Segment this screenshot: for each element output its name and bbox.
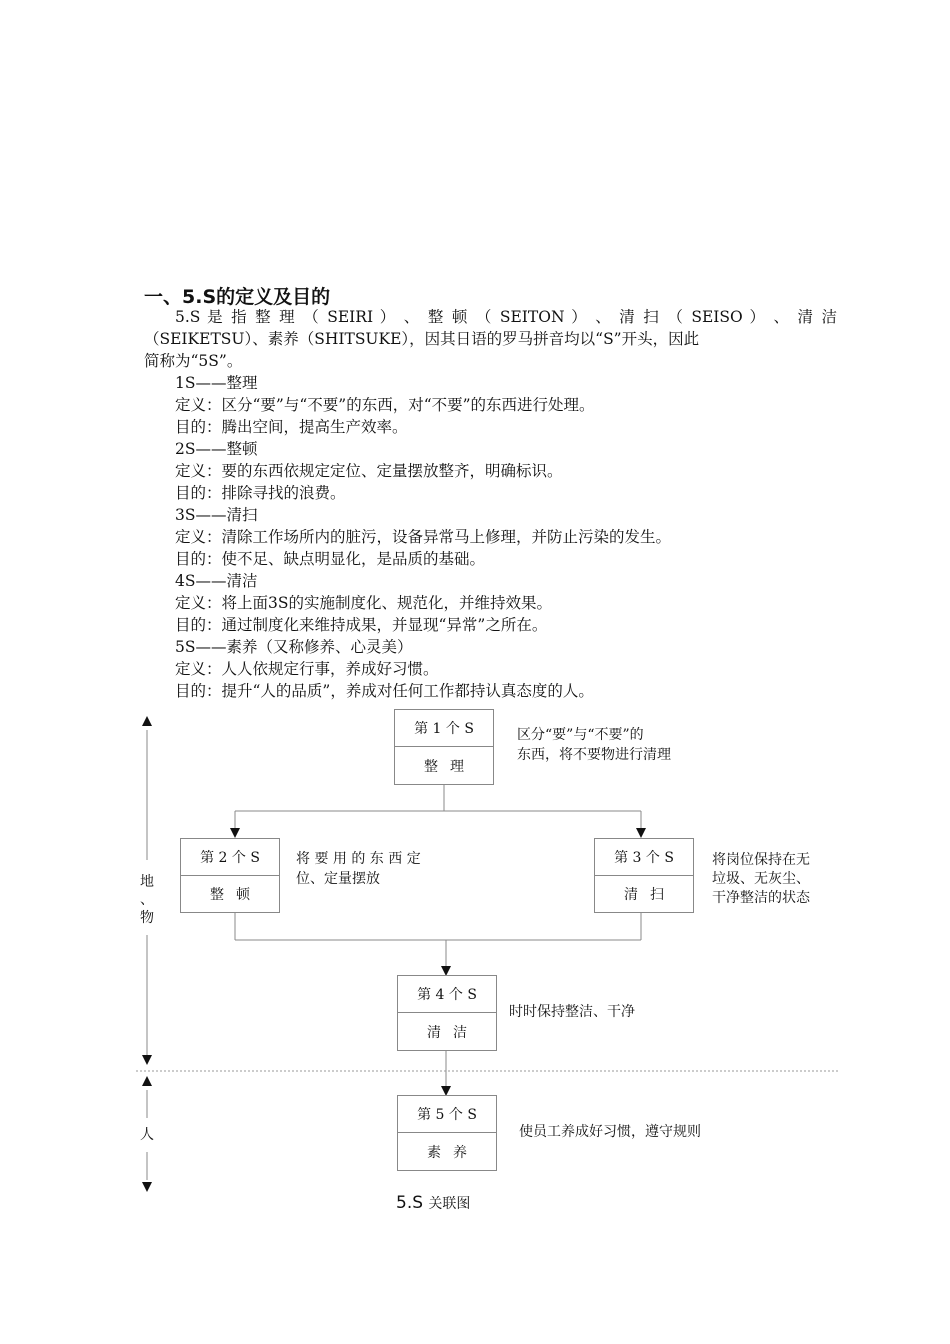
item-4-aim: 目的：通过制度化来维持成果，并显现“异常”之所在。 xyxy=(175,616,548,634)
box-s3-index: 第 3 个 S xyxy=(595,839,693,876)
box-s5-index: 第 5 个 S xyxy=(398,1096,496,1133)
item-1-aim: 目的：腾出空间，提高生产效率。 xyxy=(175,418,408,436)
note-s5: 使员工养成好习惯，遵守规则 xyxy=(519,1124,701,1140)
box-s3-name: 清扫 xyxy=(624,886,676,903)
side-arrow-mid-down xyxy=(142,1055,152,1065)
note-s2 xyxy=(296,849,421,889)
intro-line-3: 简称为“5S”。 xyxy=(144,352,243,370)
item-5-definition: 定义：人人依规定行事，养成好习惯。 xyxy=(175,660,439,678)
item-2-definition: 定义：要的东西依规定定位、定量摆放整齐，明确标识。 xyxy=(175,462,563,480)
note-s1-line-2: 东西，将不要物进行清理 xyxy=(517,747,671,763)
note-s3-line-2: 垃圾、无灰尘、 xyxy=(712,871,810,887)
item-3-name: 3S——清扫 xyxy=(175,506,258,524)
box-s2 xyxy=(180,838,280,913)
item-3-definition: 定义：清除工作场所内的脏污，设备异常马上修理，并防止污染的发生。 xyxy=(175,528,672,546)
item-2-name: 2S——整顿 xyxy=(175,440,258,458)
box-s1 xyxy=(394,709,494,785)
section-heading: 一、5.S的定义及目的 xyxy=(144,286,331,308)
box-s1-name: 整理 xyxy=(424,758,476,775)
item-3-aim: 目的：使不足、缺点明显化，是品质的基础。 xyxy=(175,550,486,568)
side-label-person: 人 xyxy=(137,1126,157,1144)
item-4-definition: 定义：将上面3S的实施制度化、规范化，并维持效果。 xyxy=(175,594,552,612)
box-s5-name: 素养 xyxy=(427,1144,479,1161)
diagram-caption xyxy=(396,1193,470,1213)
side-arrow-top-up xyxy=(142,716,152,726)
side-label-place xyxy=(137,873,157,927)
side-label-place-1: 地 xyxy=(140,874,154,890)
box-s5 xyxy=(397,1095,497,1171)
side-label-place-2: 、 xyxy=(140,892,154,908)
arrowhead-to-2 xyxy=(230,828,240,838)
note-s1-line-1: 区分“要”与“不要”的 xyxy=(517,727,644,743)
item-1-name: 1S——整理 xyxy=(175,374,258,392)
side-arrow-mid-up xyxy=(142,1076,152,1086)
note-s3-line-3: 干净整洁的状态 xyxy=(712,890,810,906)
item-5-aim: 目的：提升“人的品质”，养成对任何工作都持认真态度的人。 xyxy=(175,682,594,700)
intro-line-2: （SEIKETSU）、素养（SHITSUKE），因其日语的罗马拼音均以“S”开头，因此 xyxy=(144,330,700,348)
side-arrow-bottom-down xyxy=(142,1182,152,1192)
note-s3 xyxy=(712,851,810,908)
box-s1-index: 第 1 个 S xyxy=(395,710,493,747)
arrowhead-to-3 xyxy=(636,828,646,838)
diagram-caption-sub: 关联图 xyxy=(428,1196,471,1212)
side-label-place-3: 物 xyxy=(140,910,154,926)
box-s4 xyxy=(397,975,497,1051)
item-1-definition: 定义：区分“要”与“不要”的东西，对“不要”的东西进行处理。 xyxy=(175,396,595,414)
item-5-name: 5S——素养（又称修养、心灵美） xyxy=(175,638,413,656)
note-s4: 时时保持整洁、干净 xyxy=(509,1004,635,1020)
box-s2-name: 整顿 xyxy=(210,886,262,903)
box-s3 xyxy=(594,838,694,913)
note-s3-line-1: 将岗位保持在无 xyxy=(712,852,810,868)
item-2-aim: 目的：排除寻找的浪费。 xyxy=(175,484,346,502)
box-s4-name: 清洁 xyxy=(427,1024,479,1041)
note-s2-line-1: 将 要 用 的 东 西 定 xyxy=(296,851,421,867)
box-s2-index: 第 2 个 S xyxy=(181,839,279,876)
note-s1 xyxy=(517,725,671,765)
intro-line-1: 5.S 是 指 整 理 （ SEIRI ） 、 整 顿 （ SEITON ） 、 清 扫 （ SEISO ） 、 清 洁 xyxy=(175,308,837,326)
note-s2-line-2: 位、定量摆放 xyxy=(296,871,380,887)
box-s4-index: 第 4 个 S xyxy=(398,976,496,1013)
diagram-caption-main: 5.S xyxy=(396,1193,424,1213)
item-4-name: 4S——清洁 xyxy=(175,572,258,590)
